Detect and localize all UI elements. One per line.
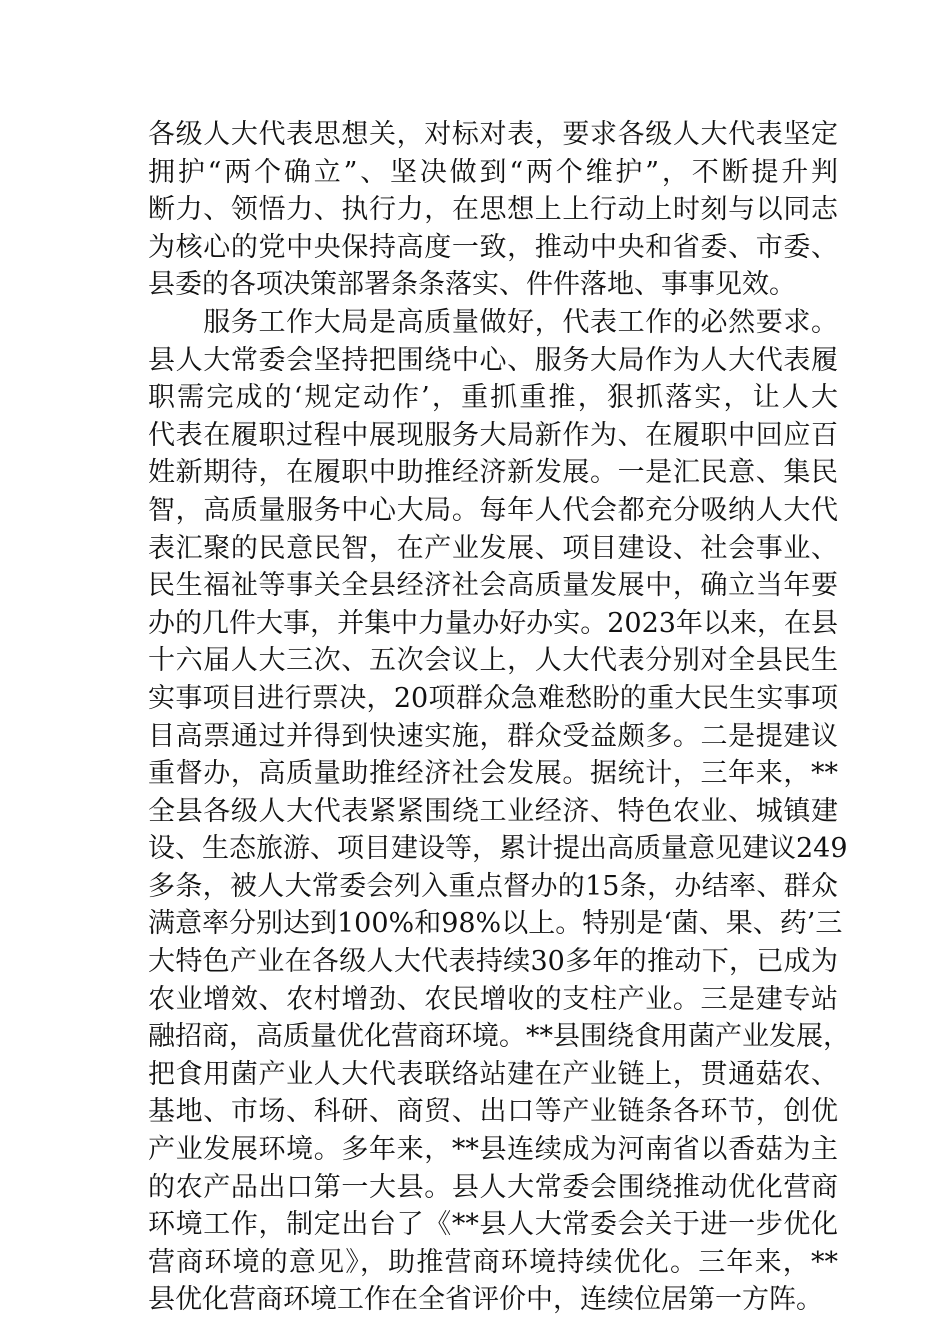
text-line: 满意率分别达到100%和98%以上。特别是‘菌、果、药’三: [148, 908, 843, 940]
text-line: 代表在履职过程中展现服务大局新作为、在履职中回应百: [148, 419, 838, 451]
paragraph-1: [148, 116, 838, 304]
text-line: 县优化营商环境工作在全省评价中，连续位居第一方阵。: [148, 1284, 823, 1316]
text-line: 各级人大代表思想关，对标对表，要求各级人大代表坚定: [148, 119, 838, 150]
text-line: 为核心的党中央保持高度一致，推动中央和省委、市委、: [148, 231, 838, 263]
text-line: 断力、领悟力、执行力，在思想上上行动上时刻与以同志: [148, 194, 838, 226]
text-line: 重督办，高质量助推经济社会发展。据统计，三年来，**: [148, 758, 838, 790]
text-line: 环境工作，制定出台了《**县人大常委会关于进一步优化: [148, 1209, 838, 1241]
text-line: 目高票通过并得到快速实施，群众受益颇多。二是提建议: [148, 720, 838, 752]
text-line: 设、生态旅游、项目建设等，累计提出高质量意见建议249: [148, 833, 848, 865]
text-line: 把食用菌产业人大代表联络站建在产业链上，贯通菇农、: [148, 1058, 838, 1090]
text-line: 的农产品出口第一大县。县人大常委会围绕推动优化营商: [148, 1171, 838, 1203]
text-line: 智，高质量服务中心大局。每年人代会都充分吸纳人大代: [148, 494, 838, 526]
text-line: 大特色产业在各级人大代表持续30多年的推动下，已成为: [148, 946, 838, 978]
text-line: 拥护“两个确立”、坚决做到“两个维护”，不断提升判: [148, 156, 838, 188]
text-line: 服务工作大局是高质量做好，代表工作的必然要求。: [148, 306, 838, 338]
text-line: 实事项目进行票决，20项群众急难愁盼的重大民生实事项: [148, 682, 838, 714]
text-line: 职需完成的‘规定动作’，重抓重推，狠抓落实，让人大: [148, 382, 838, 414]
text-line: 办的几件大事，并集中力量办好办实。2023年以来，在县: [148, 607, 838, 639]
text-line: 十六届人大三次、五次会议上，人大代表分别对全县民生: [148, 645, 838, 677]
text-line: 营商环境的意见》，助推营商环境持续优化。三年来，**: [148, 1246, 838, 1278]
text-line: 表汇聚的民意民智，在产业发展、项目建设、社会事业、: [148, 532, 838, 564]
text-line: 基地、市场、科研、商贸、出口等产业链条各环节，创优: [148, 1096, 838, 1128]
text-line: 融招商，高质量优化营商环境。**县围绕食用菌产业发展，: [148, 1021, 850, 1053]
text-line: 县人大常委会坚持把围绕中心、服务大局作为人大代表履: [148, 344, 838, 376]
text-line: 县委的各项决策部署条条落实、件件落地、事事见效。: [148, 269, 796, 301]
paragraph-2: [148, 304, 850, 1319]
text-line: 全县各级人大代表紧紧围绕工业经济、特色农业、城镇建: [148, 795, 838, 827]
text-line: 多条，被人大常委会列入重点督办的15条，办结率、群众: [148, 870, 838, 902]
text-line: 姓新期待，在履职中助推经济新发展。一是汇民意、集民: [148, 457, 838, 489]
document-body: [148, 116, 850, 1319]
text-line: 农业增效、农村增劲、农民增收的支柱产业。三是建专站: [148, 983, 838, 1015]
text-line: 产业发展环境。多年来，**县连续成为河南省以香菇为主: [148, 1134, 838, 1166]
text-line: 民生福祉等事关全县经济社会高质量发展中，确立当年要: [148, 570, 838, 602]
